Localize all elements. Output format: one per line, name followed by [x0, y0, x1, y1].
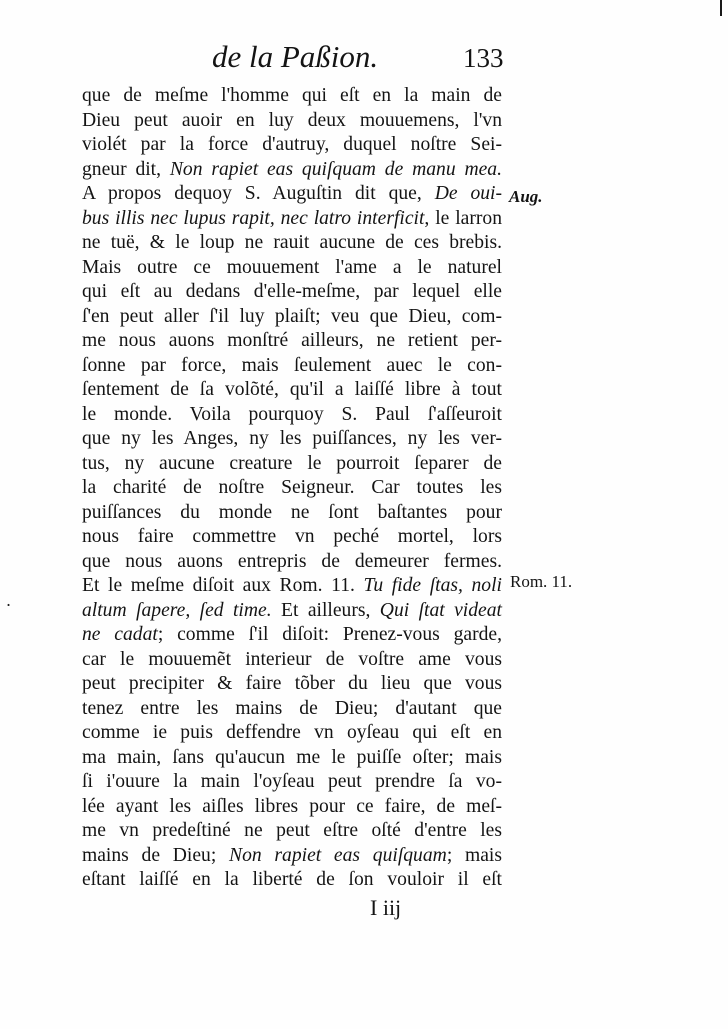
- stray-ink-mark: ·: [6, 595, 11, 615]
- text-line: [82, 868, 502, 893]
- text-line: [82, 305, 502, 330]
- text-line: [82, 599, 502, 624]
- text-line: [82, 231, 502, 256]
- line-text: Dieu peut auoir en luy deux mouuemens, l'vn: [82, 109, 502, 131]
- line-text: ; mais: [446, 844, 502, 866]
- line-italic-text: Qui ſtat videat: [379, 599, 502, 621]
- line-text: car le mouuemẽt interieur de voſtre ame vous: [82, 648, 502, 670]
- line-text: ma main, ſans qu'aucun me le puiſſe oſter; mais: [82, 746, 502, 768]
- line-italic-text: bus illis nec lupus rapit, nec latro interficit: [82, 207, 425, 229]
- line-text: A propos dequoy S. Auguſtin dit que,: [82, 183, 435, 204]
- text-line: [82, 770, 502, 795]
- running-title: de la Paßion.: [212, 39, 379, 74]
- line-text: ſentement de ſa volõté, qu'il a laiſſé libre à tout: [82, 379, 502, 400]
- line-text: le monde. Voila pourquoy S. Paul ſ'aſſeuroit: [82, 403, 502, 425]
- line-text: Mais outre ce mouuement l'ame a le naturel: [82, 256, 502, 278]
- line-text: ſonne par force, mais ſeulement auec le con-: [82, 354, 502, 376]
- text-line: [82, 403, 502, 428]
- text-line: [82, 525, 502, 550]
- text-line: [82, 697, 502, 722]
- line-text: mains de Dieu;: [82, 844, 230, 866]
- text-line: [82, 109, 502, 134]
- line-italic-text: Tu fide ſtas, noli: [363, 575, 502, 596]
- line-text: lée ayant les aiſles libres pour ce faire, de meſ-: [82, 795, 502, 817]
- text-line: [82, 378, 502, 403]
- line-italic-text: De oui-: [434, 183, 503, 204]
- text-line: [82, 746, 502, 771]
- text-line: [82, 476, 502, 501]
- text-line: [82, 795, 502, 820]
- text-line: [82, 207, 502, 232]
- text-line: [82, 844, 502, 869]
- text-line: [82, 672, 502, 697]
- line-text: que ny les Anges, ny les puiſſances, ny les ver-: [82, 428, 502, 449]
- body-text: [82, 84, 502, 893]
- line-italic-text: ne cadat: [82, 624, 158, 645]
- line-text: ſi i'ouure la main l'oyſeau peut prendre ſa vo-: [82, 771, 502, 792]
- margin-note-aug: Aug.: [509, 187, 543, 206]
- text-line: [82, 354, 502, 379]
- line-text: que de meſme l'homme qui eſt en la main de: [82, 85, 502, 106]
- line-text: ſ'en peut aller ſ'il luy plaiſt; veu que Dieu, com-: [82, 305, 502, 327]
- text-line: [82, 329, 502, 354]
- text-line: [82, 427, 502, 452]
- text-line: [82, 648, 502, 673]
- line-text: gneur dit,: [82, 158, 170, 180]
- line-text: eſtant laiſſé en la liberté de ſon vouloir il eſt: [82, 869, 502, 890]
- margin-note-rom: Rom. 11.: [510, 572, 573, 591]
- line-italic-text: Non rapiet eas quiſquam: [229, 844, 447, 866]
- text-line: [82, 280, 502, 305]
- line-text: Et ailleurs,: [271, 599, 380, 621]
- text-line: [82, 501, 502, 526]
- corner-ink-mark: [720, 0, 722, 16]
- line-text: que nous auons entrepris de demeurer fermes.: [82, 550, 502, 572]
- line-text: qui eſt au dedans d'elle-meſme, par lequel elle: [82, 281, 502, 302]
- line-text: puiſſances du monde ne ſont baſtantes pour: [82, 501, 502, 523]
- text-line: [82, 574, 502, 599]
- signature-mark: I iij: [370, 895, 402, 920]
- line-text: ne tuë, & le loup ne rauit aucune de ces brebis.: [82, 232, 502, 253]
- text-line: [82, 84, 502, 109]
- line-text: me vn predeſtiné ne peut eſtre oſté d'entre les: [82, 820, 502, 841]
- text-line: [82, 452, 502, 477]
- line-italic-text: Non rapiet eas quiſquam de manu mea.: [169, 158, 502, 180]
- line-text: nous faire commettre vn peché mortel, lors: [82, 526, 502, 547]
- line-text: , le larron: [424, 207, 502, 229]
- text-line: [82, 623, 502, 648]
- line-text: Et le meſme diſoit aux Rom. 11.: [82, 575, 364, 596]
- line-text: tus, ny aucune creature le pourroit ſeparer de: [82, 452, 502, 474]
- line-text: comme ie puis deffendre vn oyſeau qui eſt en: [82, 722, 502, 743]
- text-line: [82, 256, 502, 281]
- line-text: violét par la force d'autruy, duquel noſtre Sei-: [82, 134, 502, 155]
- line-text: me nous auons monſtré ailleurs, ne retient per-: [82, 330, 502, 351]
- text-line: [82, 819, 502, 844]
- text-line: [82, 133, 502, 158]
- text-line: [82, 182, 502, 207]
- line-text: peut precipiter & faire tõber du lieu que vous: [82, 673, 502, 694]
- text-line: [82, 550, 502, 575]
- text-line: [82, 158, 502, 183]
- line-italic-text: altum ſapere, ſed time.: [82, 599, 272, 621]
- line-text: ; comme ſ'il diſoit: Prenez-vous garde,: [157, 624, 502, 645]
- line-text: la charité de noſtre Seigneur. Car toutes les: [82, 477, 502, 498]
- text-line: [82, 721, 502, 746]
- page-number: 133: [463, 43, 504, 73]
- line-text: tenez entre les mains de Dieu; d'autant que: [82, 697, 502, 719]
